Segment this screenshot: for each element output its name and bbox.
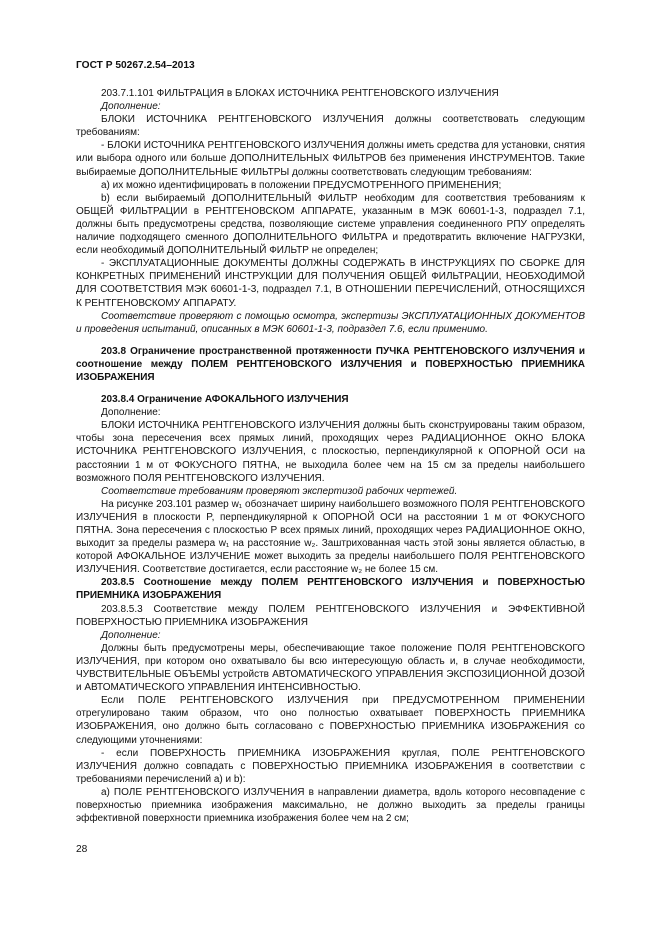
paragraph: 203.8.4 Ограничение АФОКАЛЬНОГО ИЗЛУЧЕНИЯ: [101, 394, 349, 406]
page-number: 28: [76, 844, 88, 855]
document-body: [76, 87, 585, 825]
paragraph: а) их можно идентифицировать в положении ПРЕДУСМОТРЕННОГО ПРИМЕНЕНИЯ;: [101, 179, 502, 191]
paragraph: - БЛОКИ ИСТОЧНИКА РЕНТГЕНОВСКОГО ИЗЛУЧЕНИЯ должны иметь средства для установки, снятия или выбора одного или больше ДОПОЛНИТЕЛЬНЫХ ФИЛЬТРОВ без применения ИНСТРУМЕНТОВ. Такие выбираемые ДОПОЛНИТЕЛЬНЫЕ ФИЛЬТРЫ должны соответствовать следующим требованиям:: [76, 140, 585, 178]
paragraph: Если ПОЛЕ РЕНТГЕНОВСКОГО ИЗЛУЧЕНИЯ при ПРЕДУСМОТРЕННОМ ПРИМЕНЕНИИ отрегулировано таким образом, что оно полностью охватывает ПОВЕРХНОСТЬ ПРИЕМНИКА ИЗОБРАЖЕНИЯ, оно должно быть согласовано с ПОВЕРХНОСТЬЮ ПРИЕМНИКА ИЗОБРАЖЕНИЯ со следующими уточнениями:: [76, 695, 585, 746]
paragraph: БЛОКИ ИСТОЧНИКА РЕНТГЕНОВСКОГО ИЗЛУЧЕНИЯ должны быть сконструированы таким образом, чтобы зона пересечения всех прямых линий, проходящих через РАДИАЦИОННОЕ ОКНО БЛОКА ИСТОЧНИКА РЕНТГЕНОВСКОГО ИЗЛУЧЕНИЯ, с плоскостью, перпендикулярной к ОПОРНОЙ ОСИ на расстоянии 1 м от ФОКУСНОГО ПЯТНА, не выходила более чем на 15 см за пределы наибольшего возможного ПОЛЯ РЕНТГЕНОВСКОГО ИЗЛУЧЕНИЯ.: [76, 420, 585, 484]
paragraph: Должны быть предусмотрены меры, обеспечивающие такое положение ПОЛЯ РЕНТГЕНОВСКОГО ИЗЛУЧЕНИЯ, при котором оно охватывало бы всю интересующую область и, в случае необходимости, ЧУВСТВИТЕЛЬНЫЕ ОБЪЕМЫ устройств АВТОМАТИЧЕСКОГО УПРАВЛЕНИЯ ЭКСПОЗИЦИОННОЙ ДОЗОЙ и АВТОМАТИЧЕСКОГО УПРАВЛЕНИЯ ИНТЕНСИВНОСТЬЮ.: [76, 642, 585, 694]
document-header: ГОСТ Р 50267.2.54–2013: [76, 60, 195, 71]
paragraph: Дополнение:: [101, 407, 161, 419]
paragraph: Соответствие требованиям проверяют экспертизой рабочих чертежей.: [101, 485, 458, 497]
paragraph: На рисунке 203.101 размер w₁ обозначает ширину наибольшего возможного ПОЛЯ РЕНТГЕНОВСКОГО ИЗЛУЧЕНИЯ в плоскости P, перпендикулярной к ОПОРНОЙ ОСИ на расстоянии 1 м от ФОКУСНОГО ПЯТНА. Зона пересечения с плоскостью P всех прямых линий, проходящих через РАДИАЦИОННОЕ ОКНО, выходит за пределы размера w₁ на расстояние w₂. Заштрихованная часть этой зоны является областью, в которой АФОКАЛЬНОЕ ИЗЛУЧЕНИЕ может выходить за пределы наибольшего ПОЛЯ РЕНТГЕНОВСКОГО ИЗЛУЧЕНИЯ. Соответствие достигается, если расстояние w₂ не более 15 см.: [76, 498, 585, 576]
paragraph: 203.8 Ограничение пространственной протяженности ПУЧКА РЕНТГЕНОВСКОГО ИЗЛУЧЕНИЯ и соотношение между ПОЛЕМ РЕНТГЕНОВСКОГО ИЗЛУЧЕНИЯ и ПОВЕРХНОСТЬЮ ПРИЕМНИКА ИЗОБРАЖЕНИЯ: [76, 345, 585, 383]
paragraph: 203.8.5.3 Соответствие между ПОЛЕМ РЕНТГЕНОВСКОГО ИЗЛУЧЕНИЯ и ЭФФЕКТИВНОЙ ПОВЕРХНОСТЬЮ ПРИЕМНИКА ИЗОБРАЖЕНИЯ: [76, 603, 585, 628]
paragraph: b) если выбираемый ДОПОЛНИТЕЛЬНЫЙ ФИЛЬТР необходим для соответствия требованиям к ОБЩЕЙ ФИЛЬТРАЦИИ в РЕНТГЕНОВСКОМ АППАРАТЕ, указанным в МЭК 60601-1-3, подраздел 7.1, должны быть предусмотрены средства, позволяющие системе управления соединенного РПУ определять наличие подходящего сменного ДОПОЛНИТЕЛЬНОГО ФИЛЬТРА и предотвратить включение НАГРУЗКИ, если необходимый ДОПОЛНИТЕЛЬНЫЙ ФИЛЬТР не определен;: [76, 192, 585, 257]
paragraph: Дополнение:: [101, 101, 161, 113]
paragraph: 203.8.5 Соотношение между ПОЛЕМ РЕНТГЕНОВСКОГО ИЗЛУЧЕНИЯ и ПОВЕРХНОСТЬЮ ПРИЕМНИКА ИЗОБРАЖЕНИЯ: [76, 577, 585, 602]
paragraph: - ЭКСПЛУАТАЦИОННЫЕ ДОКУМЕНТЫ ДОЛЖНЫ СОДЕРЖАТЬ В ИНСТРУКЦИЯХ ПО СБОРКЕ ДЛЯ КОНКРЕТНЫХ ПРИМЕНЕНИЙ ИНСТРУКЦИИ ДЛЯ ПОЛУЧЕНИЯ ОБЩЕЙ ФИЛЬТРАЦИИ, НЕОБХОДИМОЙ ДЛЯ СООТВЕТСТВИЯ МЭК 60601-1-3, подраздел 7.1, В ОТНОШЕНИИ ПЕРЕЧИСЛЕНИЙ, ОТНОСЯЩИХСЯ К РЕНТГЕНОВСКОМУ АППАРАТУ.: [76, 258, 585, 309]
paragraph: а) ПОЛЕ РЕНТГЕНОВСКОГО ИЗЛУЧЕНИЯ в направлении диаметра, вдоль которого несовпадение с поверхностью приемника изображения максимально, не должно выходить за пределы границы эффективной поверхности приемника изображения более чем на 2 см;: [76, 786, 585, 825]
paragraph: 203.7.1.101 ФИЛЬТРАЦИЯ в БЛОКАХ ИСТОЧНИКА РЕНТГЕНОВСКОГО ИЗЛУЧЕНИЯ: [101, 88, 499, 99]
paragraph: БЛОКИ ИСТОЧНИКА РЕНТГЕНОВСКОГО ИЗЛУЧЕНИЯ должны соответствовать следующим требованиям:: [76, 114, 585, 139]
paragraph: Дополнение:: [101, 629, 161, 641]
paragraph: Соответствие проверяют с помощью осмотра, экспертизы ЭКСПЛУАТАЦИОННЫХ ДОКУМЕНТОВ и проведения испытаний, описанных в МЭК 60601-1-3, подраздел 7.6, если применимо.: [76, 310, 585, 335]
paragraph: - если ПОВЕРХНОСТЬ ПРИЕМНИКА ИЗОБРАЖЕНИЯ круглая, ПОЛЕ РЕНТГЕНОВСКОГО ИЗЛУЧЕНИЯ должно совпадать с ПОВЕРХНОСТЬЮ ПРИЕМНИКА ИЗОБРАЖЕНИЯ в соответствии с требованиями перечислений а) и b):: [76, 747, 585, 785]
